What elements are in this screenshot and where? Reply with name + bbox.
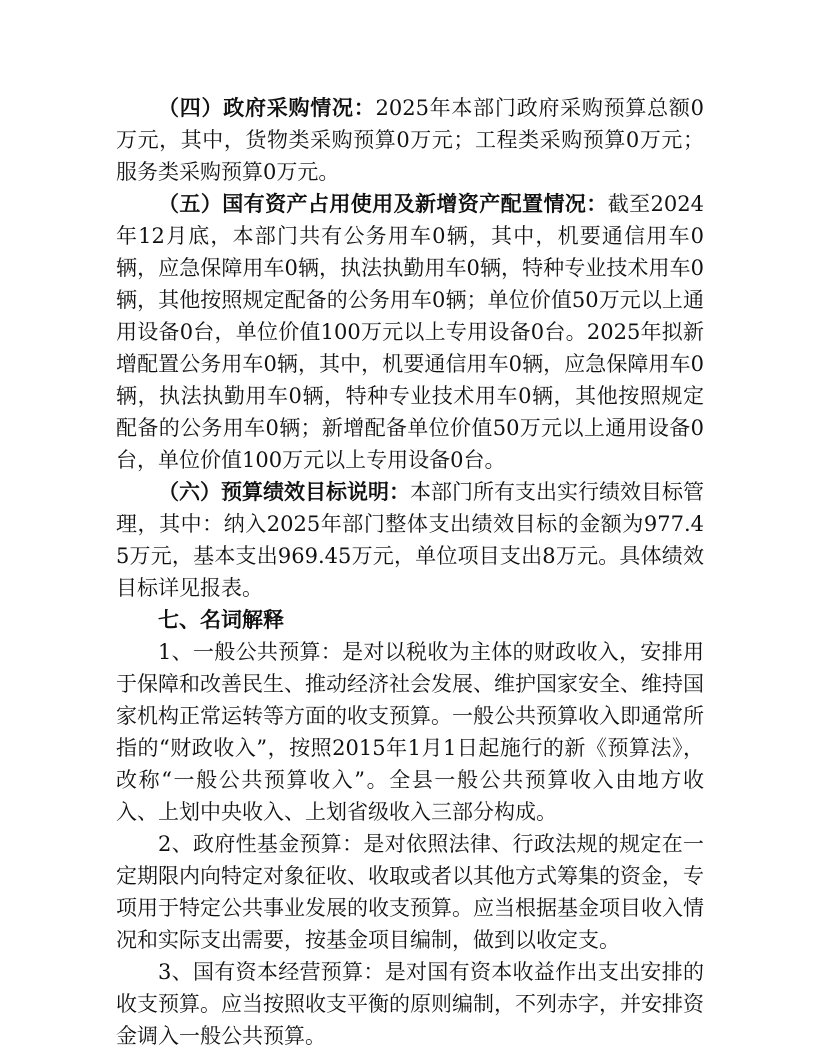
section-lead: （六）预算绩效目标说明： [158,480,410,504]
term-general-public-budget: 1、一般公共预算：是对以税收为主体的财政收入，安排用于保障和改善民生、推动经济社会发展、维护国家安全、维持国家机构正常运转等方面的收支预算。一般公共预算收入即通常所指的“财政收入”，按照2015年1月1日起施行的新《预算法》，改称“一般公共预算收入”。全县一般公共预算收入由地方收入、上划中央收入、上划省级收入三部分构成。 [116,640,704,824]
term-government-fund-budget: 2、政府性基金预算：是对依照法律、行政法规的规定在一定期限内向特定对象征收、收取或者以其他方式筹集的资金，专项用于特定公共事业发展的收支预算。应当根据基金项目收入情况和实际支出需要，按基金项目编制，做到以收定支。 [116,832,704,952]
section-body: 2025年本部门政府采购预算总额0万元，其中，货物类采购预算0万元；工程类采购预算0万元；服务类采购预算0万元。 [116,96,705,184]
section-performance-goals [116,476,704,604]
section-body: 截至2024年12月底，本部门共有公务用车0辆，其中，机要通信用车0辆，应急保障用车0辆，执法执勤用车0辆，特种专业技术用车0辆，其他按照规定配备的公务用车0辆；单位价值50万元以上通用设备0台，单位价值100万元以上专用设备0台。2025年拟新增配置公务用车0辆，其中，机要通信用车0辆，应急保障用车0辆，执法执勤用车0辆，特种专业技术用车0辆，其他按照规定配备的公务用车0辆；新增配备单位价值50万元以上通用设备0台，单位价值100万元以上专用设备0台。 [116,192,704,472]
term-state-capital-budget: 3、国有资本经营预算：是对国有资本收益作出支出安排的收支预算。应当按照收支平衡的原则编制，不列赤字，并安排资金调入一般公共预算。 [116,960,704,1048]
section-state-assets [116,188,704,476]
section-lead: （四）政府采购情况： [158,96,376,120]
section-heading-glossary: 七、名词解释 [158,608,284,632]
section-government-procurement [116,92,704,188]
section-lead: （五）国有资产占用使用及新增资产配置情况： [158,192,608,216]
document-body [116,92,704,1052]
section-body: 本部门所有支出实行绩效目标管理，其中：纳入2025年部门整体支出绩效目标的金额为977.45万元，基本支出969.45万元，单位项目支出8万元。具体绩效目标详见报表。 [116,480,704,600]
